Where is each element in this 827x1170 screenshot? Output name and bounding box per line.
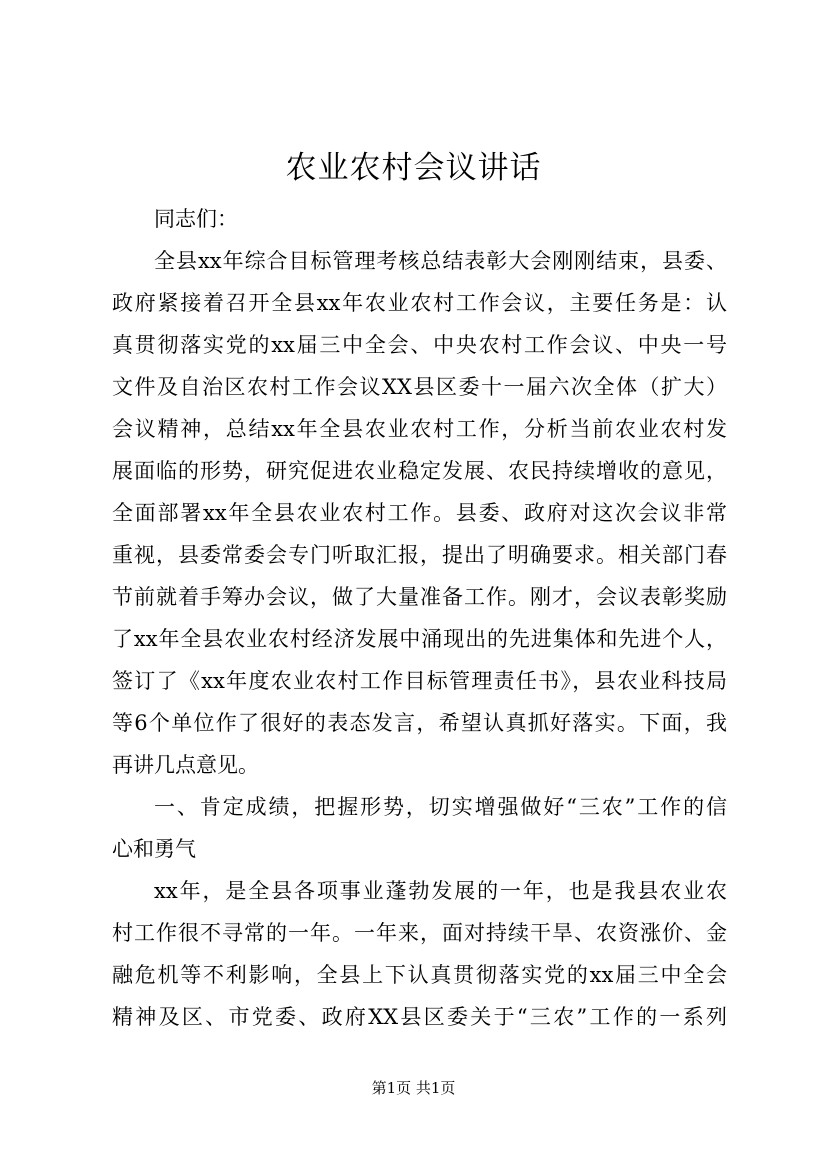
- section-heading-line: 一、肯定成绩，把握形势，切实增强做好“三农”工作的信: [154, 795, 727, 819]
- paragraph-line: xx年，是全县各项事业蓬勃发展的一年，也是我县农业农: [154, 879, 727, 903]
- paragraph-line: 再讲几点意见。: [112, 753, 259, 777]
- paragraph-line: 精神及区、市党委、政府XX县区委关于“三农”工作的一系列: [112, 1005, 727, 1029]
- paragraph-line: 签订了《xx年度农业农村工作目标管理责任书》，县农业科技局: [112, 669, 727, 693]
- page-title: 农业农村会议讲话: [285, 150, 542, 186]
- paragraph-line: 会议精神，总结xx年全县农业农村工作，分析当前农业农村发: [112, 417, 727, 441]
- paragraph-line: 节前就着手筹办会议，做了大量准备工作。刚才，会议表彰奖励: [112, 585, 727, 609]
- paragraph-line: 了xx年全县农业农村经济发展中涌现出的先进集体和先进个人，: [112, 627, 727, 651]
- paragraph-line: 展面临的形势，研究促进农业稳定发展、农民持续增收的意见，: [112, 459, 727, 483]
- paragraph-line: 融危机等不利影响，全县上下认真贯彻落实党的xx届三中全会: [112, 963, 727, 987]
- paragraph-line: 等6个单位作了很好的表态发言，希望认真抓好落实。下面，我: [112, 711, 727, 735]
- paragraph-line: 文件及自治区农村工作会议XX县区委十一届六次全体（扩大）: [112, 375, 727, 399]
- section-heading-line: 心和勇气: [112, 837, 196, 861]
- paragraph-line: 真贯彻落实党的xx届三中全会、中央农村工作会议、中央一号: [112, 333, 727, 357]
- paragraph-line: 全县xx年综合目标管理考核总结表彰大会刚刚结束，县委、: [154, 249, 727, 273]
- salutation-line: 同志们：: [154, 207, 238, 231]
- paragraph-line: 重视，县委常委会专门听取汇报，提出了明确要求。相关部门春: [112, 543, 727, 567]
- paragraph-line: 全面部署xx年全县农业农村工作。县委、政府对这次会议非常: [112, 501, 727, 525]
- document-body: [112, 198, 727, 1038]
- paragraph-line: 村工作很不寻常的一年。一年来，面对持续干旱、农资涨价、金: [112, 921, 727, 945]
- page-footer: 第1页 共1页: [371, 1079, 456, 1097]
- paragraph-line: 政府紧接着召开全县xx年农业农村工作会议，主要任务是：认: [112, 291, 727, 315]
